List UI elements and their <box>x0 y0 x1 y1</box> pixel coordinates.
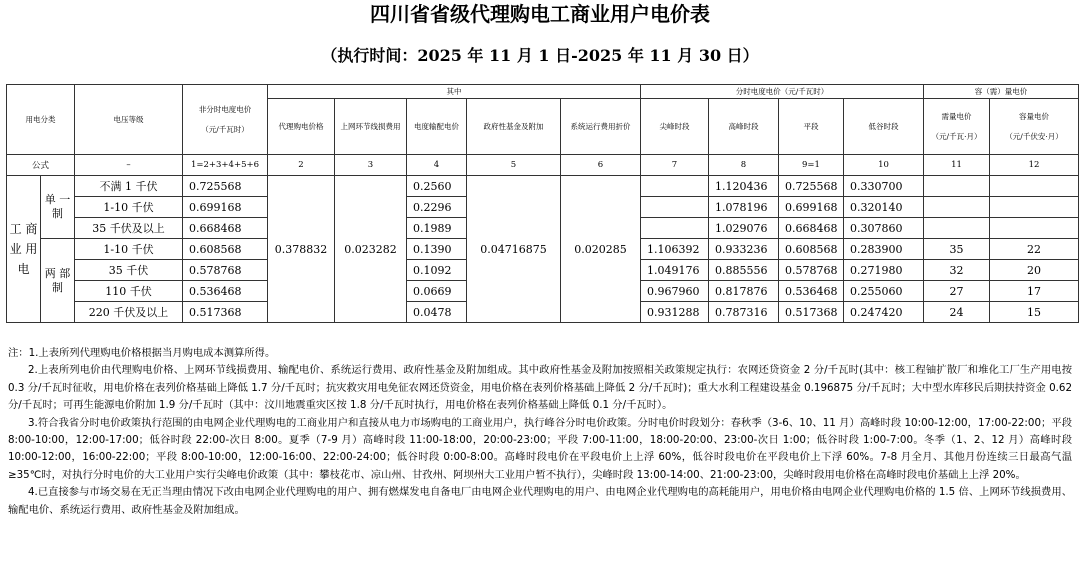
voltage-cell: 1-10 千伏 <box>75 239 183 260</box>
header-capacity: 容量电价 （元/千伏安·月） <box>990 99 1079 155</box>
transmission-cell: 0.1989 <box>407 218 467 239</box>
demand-cell: 24 <box>924 302 990 323</box>
peak-cell: 0.933236 <box>709 239 779 260</box>
valley-cell: 0.271980 <box>844 260 924 281</box>
header-loss: 上网环节线损费用 <box>335 99 407 155</box>
transmission-cell: 0.0478 <box>407 302 467 323</box>
formula-cell: 10 <box>844 155 924 176</box>
transmission-cell: 0.2296 <box>407 197 467 218</box>
header-valley: 低谷时段 <box>844 99 924 155</box>
demand-cell <box>924 197 990 218</box>
flat-cell: 0.536468 <box>779 281 844 302</box>
flat-cell: 0.608568 <box>779 239 844 260</box>
header-fund: 政府性基金及附加 <box>467 99 561 155</box>
subcategory-single: 单 一 制 <box>41 176 75 239</box>
header-transmission: 电度输配电价 <box>407 99 467 155</box>
formula-cell: 5 <box>467 155 561 176</box>
demand-cell <box>924 218 990 239</box>
capacity-cell: 20 <box>990 260 1079 281</box>
transmission-cell: 0.0669 <box>407 281 467 302</box>
formula-cell: 12 <box>990 155 1079 176</box>
peak-cell: 1.078196 <box>709 197 779 218</box>
sharp-peak-cell: 1.049176 <box>641 260 709 281</box>
capacity-cell: 22 <box>990 239 1079 260</box>
formula-cell: 3 <box>335 155 407 176</box>
non-tou-cell: 0.536468 <box>183 281 268 302</box>
valley-cell: 0.307860 <box>844 218 924 239</box>
transmission-cell: 0.1390 <box>407 239 467 260</box>
formula-cell: 公式 <box>7 155 75 176</box>
note-4: 4.已直接参与市场交易在无正当理由情况下改由电网企业代理购电的用户、拥有燃煤发电自备电厂由电网企业代理购电的用户、由电网企业代理购电的高耗能用户，用电价格由电网企业代理购电价格的 1.5 倍、上网环节线损费用、输配电价、系统运行费用、政府性基金及附加组成。 <box>8 486 1072 516</box>
flat-cell: 0.578768 <box>779 260 844 281</box>
non-tou-cell: 0.578768 <box>183 260 268 281</box>
demand-cell <box>924 176 990 197</box>
flat-cell: 0.668468 <box>779 218 844 239</box>
non-tou-cell: 0.699168 <box>183 197 268 218</box>
sharp-peak-cell <box>641 218 709 239</box>
formula-cell: 9=1 <box>779 155 844 176</box>
fund-cell: 0.04716875 <box>467 176 561 323</box>
valley-cell: 0.247420 <box>844 302 924 323</box>
voltage-cell: 1-10 千伏 <box>75 197 183 218</box>
header-peak: 高峰时段 <box>709 99 779 155</box>
tariff-table <box>6 84 1079 323</box>
voltage-cell: 110 千伏 <box>75 281 183 302</box>
sharp-peak-cell: 0.931288 <box>641 302 709 323</box>
header-voltage: 电压等级 <box>75 85 183 155</box>
formula-cell: 2 <box>268 155 335 176</box>
voltage-cell: 35 千伏 <box>75 260 183 281</box>
demand-cell: 32 <box>924 260 990 281</box>
header-category: 用电分类 <box>7 85 75 155</box>
category-commercial: 工 商 业 用 电 <box>7 176 41 323</box>
transmission-cell: 0.1092 <box>407 260 467 281</box>
loss-fee-cell: 0.023282 <box>335 176 407 323</box>
demand-cell: 27 <box>924 281 990 302</box>
sharp-peak-cell <box>641 197 709 218</box>
document-title: 四川省省级代理购电工商业用户电价表 <box>370 2 710 26</box>
non-tou-cell: 0.517368 <box>183 302 268 323</box>
peak-cell: 1.120436 <box>709 176 779 197</box>
purchase-price-cell: 0.378832 <box>268 176 335 323</box>
valley-cell: 0.330700 <box>844 176 924 197</box>
table-row <box>7 176 1079 197</box>
capacity-cell <box>990 218 1079 239</box>
demand-cell: 35 <box>924 239 990 260</box>
non-tou-cell: 0.668468 <box>183 218 268 239</box>
notes-section <box>8 345 1072 519</box>
voltage-cell: 不满 1 千伏 <box>75 176 183 197</box>
valley-cell: 0.283900 <box>844 239 924 260</box>
note-3: 3.符合我省分时电价政策执行范围的由电网企业代理购电的工商业用户和直接从电力市场购电的工商业用户，执行峰谷分时电价政策。分时电价时段划分：春秋季（3-6、10、11 月）高峰时段 10:00-12:00，17:00-22:00；平段 8:00-10:00，12:00-17:00；低谷时段 22:00-次日 8:00。夏季（7-9 月）高峰时段 11:00-18:00，20:00-23:00；平段 7:00-11:00，18:00-20:00、23:00-次日 1:00；低谷时段 1:00-7:00。冬季（1、2、12 月）高峰时段 10:00-12:00，16:00-22:00；平段 8:00-10:00，12:00-16:00、22:00-24:00；低谷时段 0:00-8:00。高峰时段电价在平段电价上上浮 60%，低谷时段电价在平段电价上下浮 60%。7-8 月全月、其他月份连续三日最高气温≥35℃时，对执行分时电价的大工业用户实行尖峰电价政策（其中：攀枝花市、凉山州、甘孜州、阿坝州大工业用户暂不执行），尖峰时段 13:00-14:00、21:00-23:00，尖峰时段用电价格在高峰时段电价基础上上浮 20%。 <box>8 416 1073 481</box>
formula-cell: 11 <box>924 155 990 176</box>
capacity-cell <box>990 197 1079 218</box>
flat-cell: 0.699168 <box>779 197 844 218</box>
non-tou-cell: 0.725568 <box>183 176 268 197</box>
header-among: 其中 <box>268 85 641 99</box>
capacity-cell: 15 <box>990 302 1079 323</box>
header-demand: 需量电价 （元/千瓦·月） <box>924 99 990 155</box>
transmission-cell: 0.2560 <box>407 176 467 197</box>
voltage-cell: 220 千伏及以上 <box>75 302 183 323</box>
document-subtitle: （执行时间：2025 年 11 月 1 日-2025 年 11 月 30 日） <box>321 46 759 65</box>
header-non-tou: 非分时电度电价 （元/千瓦时） <box>183 85 268 155</box>
non-tou-cell: 0.608568 <box>183 239 268 260</box>
formula-cell: 8 <box>709 155 779 176</box>
formula-cell: 7 <box>641 155 709 176</box>
formula-row <box>7 155 1079 176</box>
capacity-cell: 17 <box>990 281 1079 302</box>
flat-cell: 0.517368 <box>779 302 844 323</box>
valley-cell: 0.255060 <box>844 281 924 302</box>
valley-cell: 0.320140 <box>844 197 924 218</box>
flat-cell: 0.725568 <box>779 176 844 197</box>
sharp-peak-cell <box>641 176 709 197</box>
formula-cell: 6 <box>561 155 641 176</box>
capacity-cell <box>990 176 1079 197</box>
formula-cell: 1=2+3+4+5+6 <box>183 155 268 176</box>
header-capacity-group: 容（需）量电价 <box>924 85 1079 99</box>
formula-cell: – <box>75 155 183 176</box>
sharp-peak-cell: 0.967960 <box>641 281 709 302</box>
peak-cell: 0.885556 <box>709 260 779 281</box>
header-sharp-peak: 尖峰时段 <box>641 99 709 155</box>
formula-cell: 4 <box>407 155 467 176</box>
peak-cell: 0.817876 <box>709 281 779 302</box>
header-tou: 分时电度电价（元/千瓦时） <box>641 85 924 99</box>
system-cost-cell: 0.020285 <box>561 176 641 323</box>
note-1: 注：1.上表所列代理购电价格根据当月购电成本测算所得。 <box>8 347 276 359</box>
peak-cell: 1.029076 <box>709 218 779 239</box>
header-flat: 平段 <box>779 99 844 155</box>
sharp-peak-cell: 1.106392 <box>641 239 709 260</box>
header-purchase: 代理购电价格 <box>268 99 335 155</box>
subcategory-double: 两 部 制 <box>41 239 75 323</box>
note-2: 2.上表所列电价由代理购电价格、上网环节线损费用、输配电价、系统运行费用、政府性基金及附加组成。其中政府性基金及附加按照相关政策规定执行：农网还贷资金 2 分/千瓦时(其中：核工程铀扩散厂和堆化工厂生产用电按 0.3 分/千瓦时征收，用电价格在表列价格基础上降低 1.7 分/千瓦时；抗灾救灾用电免征农网还贷资金，用电价格在表列价格基础上降低 2 分/千瓦时)；重大水利工程建设基金 0.196875 分/千瓦时；大中型水库移民后期扶持资金 0.62 分/千瓦时；可再生能源电价附加 1.9 分/千瓦时（其中：汶川地震重灾区按 1.8 分/千瓦时执行，用电价格在表列价格基础上降低 0.1 分/千瓦时）。 <box>8 364 1072 412</box>
header-system: 系统运行费用折价 <box>561 99 641 155</box>
peak-cell: 0.787316 <box>709 302 779 323</box>
voltage-cell: 35 千伏及以上 <box>75 218 183 239</box>
